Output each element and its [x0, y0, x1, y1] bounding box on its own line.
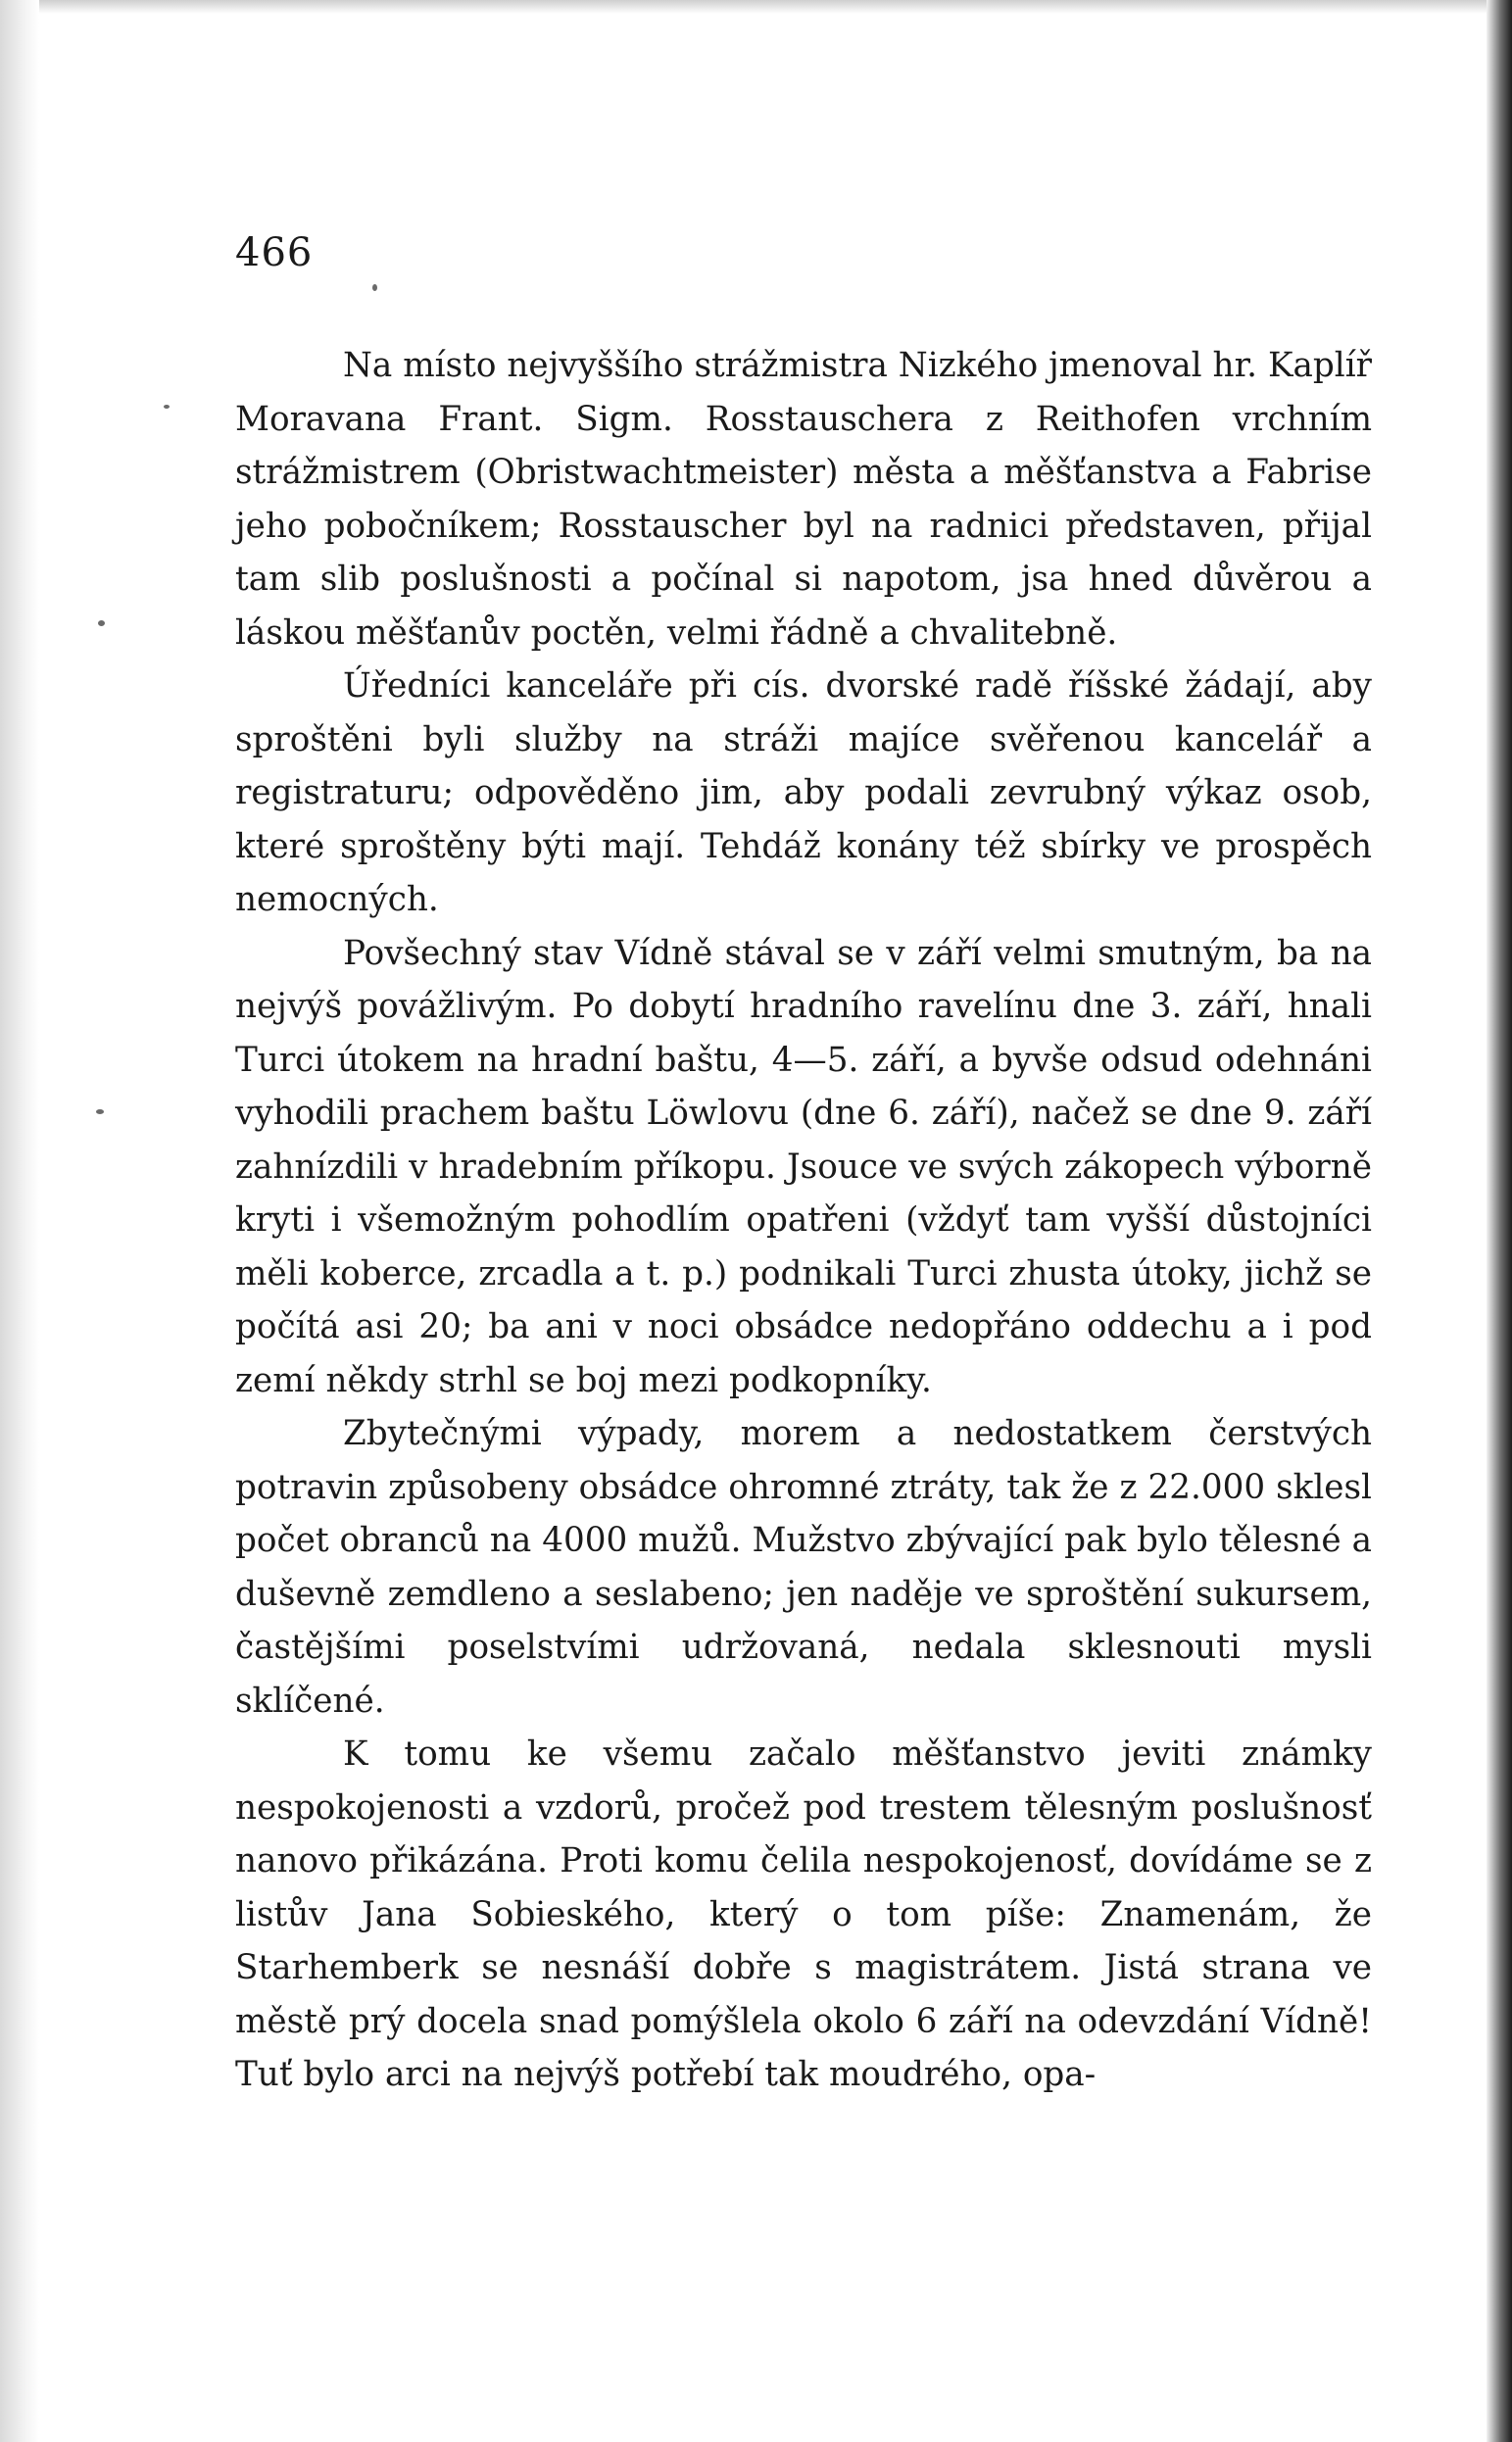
scan-left-shadow — [0, 0, 39, 2442]
paragraph: Na místo nejvyššího strážmistra Nizkého jmenoval hr. Kaplíř Moravana Frant. Sigm. Rosstauschera z Reithofen vrchním strážmistrem (Obristwachtmeister) města a měšťanstva a Fabrise jeho pobočníkem; Rosstauscher byl na radnici představen, přijal tam slib poslušnosti a počínal si napotom, jsa hned důvěrou a láskou měšťanův poctěn, velmi řádně a chvalitebně. — [235, 346, 1372, 653]
scan-right-border — [1487, 0, 1512, 2442]
paragraph: K tomu ke všemu začalo měšťanstvo jeviti známky nespokojenosti a vzdorů, pročež pod trestem tělesným poslušnosť nanovo přikázána. Proti komu čelila nespokojenosť, dovídáme se z listův Jana Sobieského, který o tom píše: Znamenám, že Starhemberk se nesnáší dobře s magistrátem. Jistá strana ve městě prý docela snad pomýšlela okolo 6 září na odevzdání Vídně! Tuť bylo arci na nejvýš potřebí tak moudrého, opa- — [235, 1734, 1372, 2094]
paragraph: Povšechný stav Vídně stával se v září velmi smutným, ba na nejvýš povážlivým. Po dobytí hradního ravelínu dne 3. září, hnali Turci útokem na hradní baštu, 4—5. září, a byvše odsud odehnáni vyhodili prachem baštu Löwlovu (dne 6. září), načež se dne 9. září zahnízdili v hradebním příkopu. Jsouce ve svých zákopech výborně kryti i všemožným pohodlím opatřeni (vždyť tam vyšší důstojníci měli koberce, zrcadla a t. p.) podnikali Turci zhusta útoky, jichž se počítá asi 20; ba ani v noci obsádce nedopřáno oddechu a i pod zemí někdy strhl se boj mezi podkopníky. — [235, 933, 1372, 1400]
scan-speck — [98, 620, 105, 626]
paragraph: Zbytečnými výpady, morem a nedostatkem čerstvých potravin způsobeny obsádce ohromné ztráty, tak že z 22.000 sklesl počet obranců na 4000 mužů. Mužstvo zbývající pak bylo tělesné a duševně zemdleno a seslabeno; jen naděje ve sproštění sukursem, častějšími poselstvími udržovaná, nedala sklesnouti mysli sklíčené. — [235, 1414, 1372, 1721]
page-number: 466 — [235, 230, 314, 275]
scan-top-shadow — [0, 0, 1512, 14]
book-page — [235, 223, 1372, 2102]
scan-speck — [96, 1109, 104, 1114]
paragraph: Úředníci kanceláře při cís. dvorské radě říšské žádají, aby sproštěni byli služby na stráži majíce svěřenou kancelář a registraturu; odpověděno jim, aby podali zevrubný výkaz osob, které sproštěny býti mají. Tehdáž konány též sbírky ve prospěch nemocných. — [235, 666, 1372, 919]
scan-speck — [164, 405, 170, 409]
